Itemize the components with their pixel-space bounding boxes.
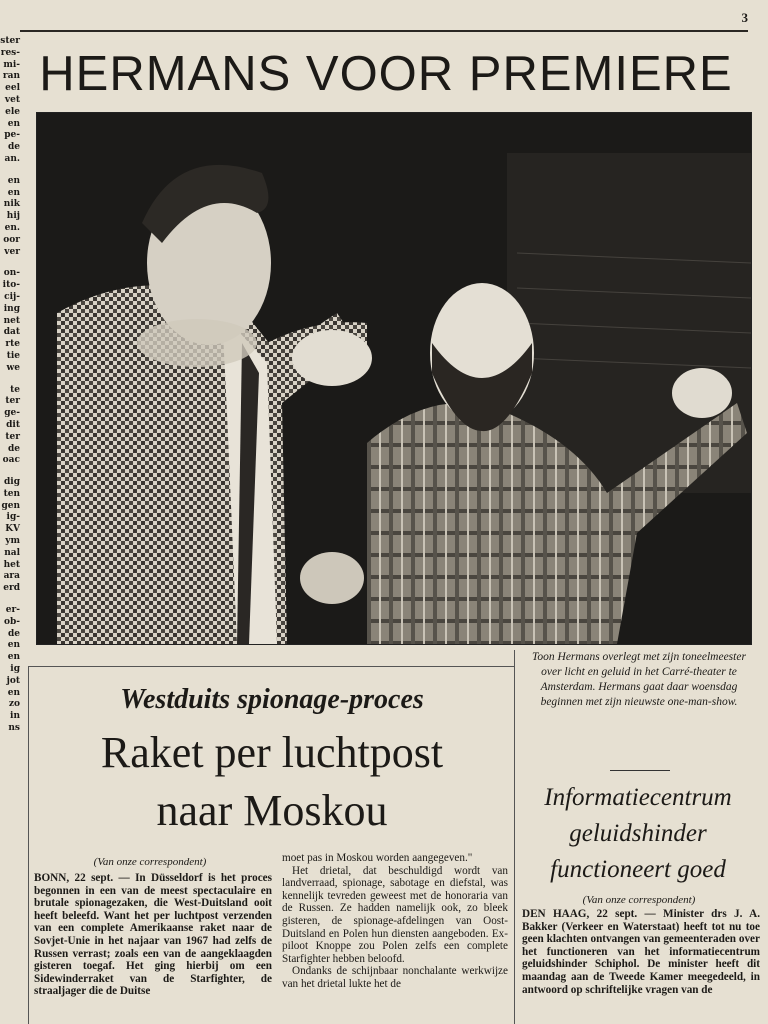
left-column-fragment: dat <box>3 327 20 338</box>
left-column-fragment: hij <box>6 211 20 222</box>
left-column-fragment: ig <box>10 664 20 675</box>
left-column-fragment: we <box>6 362 20 373</box>
left-column-fragment: dig <box>3 477 20 488</box>
left-column-fragment: gen <box>1 500 20 511</box>
left-column-fragment: ara <box>3 571 20 582</box>
side-story-body <box>522 908 760 1024</box>
left-column-fragment: de <box>7 628 20 639</box>
story-kicker: Westduits spionage-proces <box>120 684 424 715</box>
left-column-fragment: oor <box>3 234 20 245</box>
left-column-fragment: en. <box>4 222 20 233</box>
left-column-fragment: ns <box>8 723 20 734</box>
news-photo <box>36 112 752 645</box>
left-column-fragment: KV <box>5 524 20 535</box>
story-headline-line1: Raket per luchtpost <box>100 728 444 777</box>
left-column-fragment: ig- <box>6 512 20 523</box>
left-column-fragment: ito- <box>2 280 20 291</box>
page-headline: HERMANS VOOR PREMIERE <box>39 47 733 101</box>
photo-illustration <box>37 113 751 644</box>
left-column-fragment: de <box>7 443 20 454</box>
left-column-fragment: ob- <box>3 616 20 627</box>
left-column-fragment: eel <box>5 83 20 94</box>
story-col2-p2: Het drietal, dat beschuldigd wordt van landverraad, spionage, sabotage en diefstal, was kennelijk tevreden geweest met de honoraria van de Russen. Ze hadden namelijk ook, zo bleek gisteren, de spionage-afdelingen van Oost-Duitsland en Polen hun diensten aangeboden. Ex-piloot Knoppe zou Polen zelfs een complete Starfighter hebben beloofd. <box>282 864 508 965</box>
left-column-fragment: ran <box>2 71 20 82</box>
left-column-fragment: en <box>7 118 20 129</box>
left-column-fragment: mi- <box>3 59 20 70</box>
left-column-fragment <box>0 595 22 605</box>
left-column-fragment: ge- <box>4 408 20 419</box>
left-column-fragment: ster <box>0 36 20 46</box>
left-column-fragment: ym <box>5 536 20 547</box>
left-column-fragment: en <box>7 652 20 663</box>
left-column-fragment: nal <box>4 547 20 558</box>
left-column-fragment <box>0 166 22 176</box>
left-column-fragment: en <box>7 687 20 698</box>
side-story-byline: (Van onze correspondent) <box>582 894 696 906</box>
left-column-fragment: vet <box>4 94 20 105</box>
left-column-fragment: net <box>3 315 20 326</box>
left-column-fragment: tie <box>6 350 20 361</box>
left-column-fragment: pe- <box>4 130 20 141</box>
left-column-fragment: ter <box>5 431 20 442</box>
left-column-fragment: ter <box>5 396 20 407</box>
left-column-fragment: de <box>7 142 20 153</box>
left-column-fragment: te <box>10 384 20 395</box>
left-column-fragment: ten <box>3 488 20 499</box>
left-column-fragment: zo <box>8 699 20 710</box>
left-column-fragment: on- <box>3 268 20 279</box>
left-column-fragment: erd <box>3 583 20 594</box>
caption-divider <box>610 770 670 771</box>
story-col1-text: BONN, 22 sept. — In Düsseldorf is het proces begonnen in een van de meest spectaculaire en brutale spionagezaken, die West-Duitsland ooit heeft beleefd. Want het per luchtpost verzenden van een complete Amerikaanse raket naar de Sovjet-Unie in het najaar van 1967 had zelfs de Russen verrast; zoals een van de aangeklaagden gisteren toegaf. Het ging hierbij om een Sidewinderraket van de Starfighter, de straaljager die de Duitse <box>34 872 272 998</box>
left-column-fragment: dit <box>6 419 20 430</box>
left-column-fragment <box>0 258 22 268</box>
left-column-fragment: res- <box>0 47 20 58</box>
story-column-1 <box>34 872 272 1024</box>
story-col2-p3: Ondanks de schijnbaar nonchalante werkwijze van het drietal lukte het de <box>282 965 508 990</box>
left-column-fragment: oac <box>2 455 20 466</box>
column-rule <box>514 650 515 1024</box>
left-column-fragment: en <box>7 640 20 651</box>
photo-caption: Toon Hermans overlegt met zijn toneelmeester over licht en geluid in het Carré-theater te Amsterdam. Hermans gaat daar woensdag beginnen met zijn nieuwste one-man-show. <box>532 651 746 708</box>
left-column-fragment <box>0 467 22 477</box>
top-rule <box>20 30 748 32</box>
page-number: 3 <box>741 10 748 25</box>
side-story-text: DEN HAAG, 22 sept. — Minister drs J. A. Bakker (Verkeer en Waterstaat) heeft tot nu toe geen klachten ontvangen van gemeenteraden over het functioneren van het informatiecentrum geluidshinder Schiphol. De minister heeft dit maandag aan de Tweede Kamer meegedeeld, in antwoord op schriftelijke vragen van de <box>522 908 760 996</box>
story-byline: (Van onze correspondent) <box>93 856 207 868</box>
left-column-fragment: het <box>3 559 20 570</box>
left-column-fragment: cij- <box>4 291 20 302</box>
left-column-fragment: an. <box>4 153 20 164</box>
story-box-top-rule <box>28 666 514 667</box>
left-column-fragment <box>0 375 22 385</box>
left-column-fragment: er- <box>5 605 20 616</box>
left-column-fragment: ing <box>3 303 20 314</box>
story-column-2 <box>282 852 508 1024</box>
left-column-fragment: jot <box>6 675 20 686</box>
story-box-left-rule <box>28 666 29 1024</box>
left-column-fragment: ele <box>5 106 20 117</box>
story-headline-line2: naar Moskou <box>156 786 388 835</box>
left-column-fragment: rte <box>5 339 20 350</box>
side-story-headline: Informatiecentrum geluidshinder functioneert goed <box>544 784 732 883</box>
left-column-fragment: en <box>7 175 20 186</box>
story-headline <box>30 724 514 840</box>
left-column-fragment: nik <box>3 199 20 210</box>
story-col2-p1: moet pas in Moskou worden aangegeven." <box>282 852 473 864</box>
left-column-fragment: en <box>7 187 20 198</box>
left-column-fragments <box>0 36 22 1024</box>
left-column-fragment: in <box>10 711 20 722</box>
left-column-fragment: ver <box>4 246 20 257</box>
